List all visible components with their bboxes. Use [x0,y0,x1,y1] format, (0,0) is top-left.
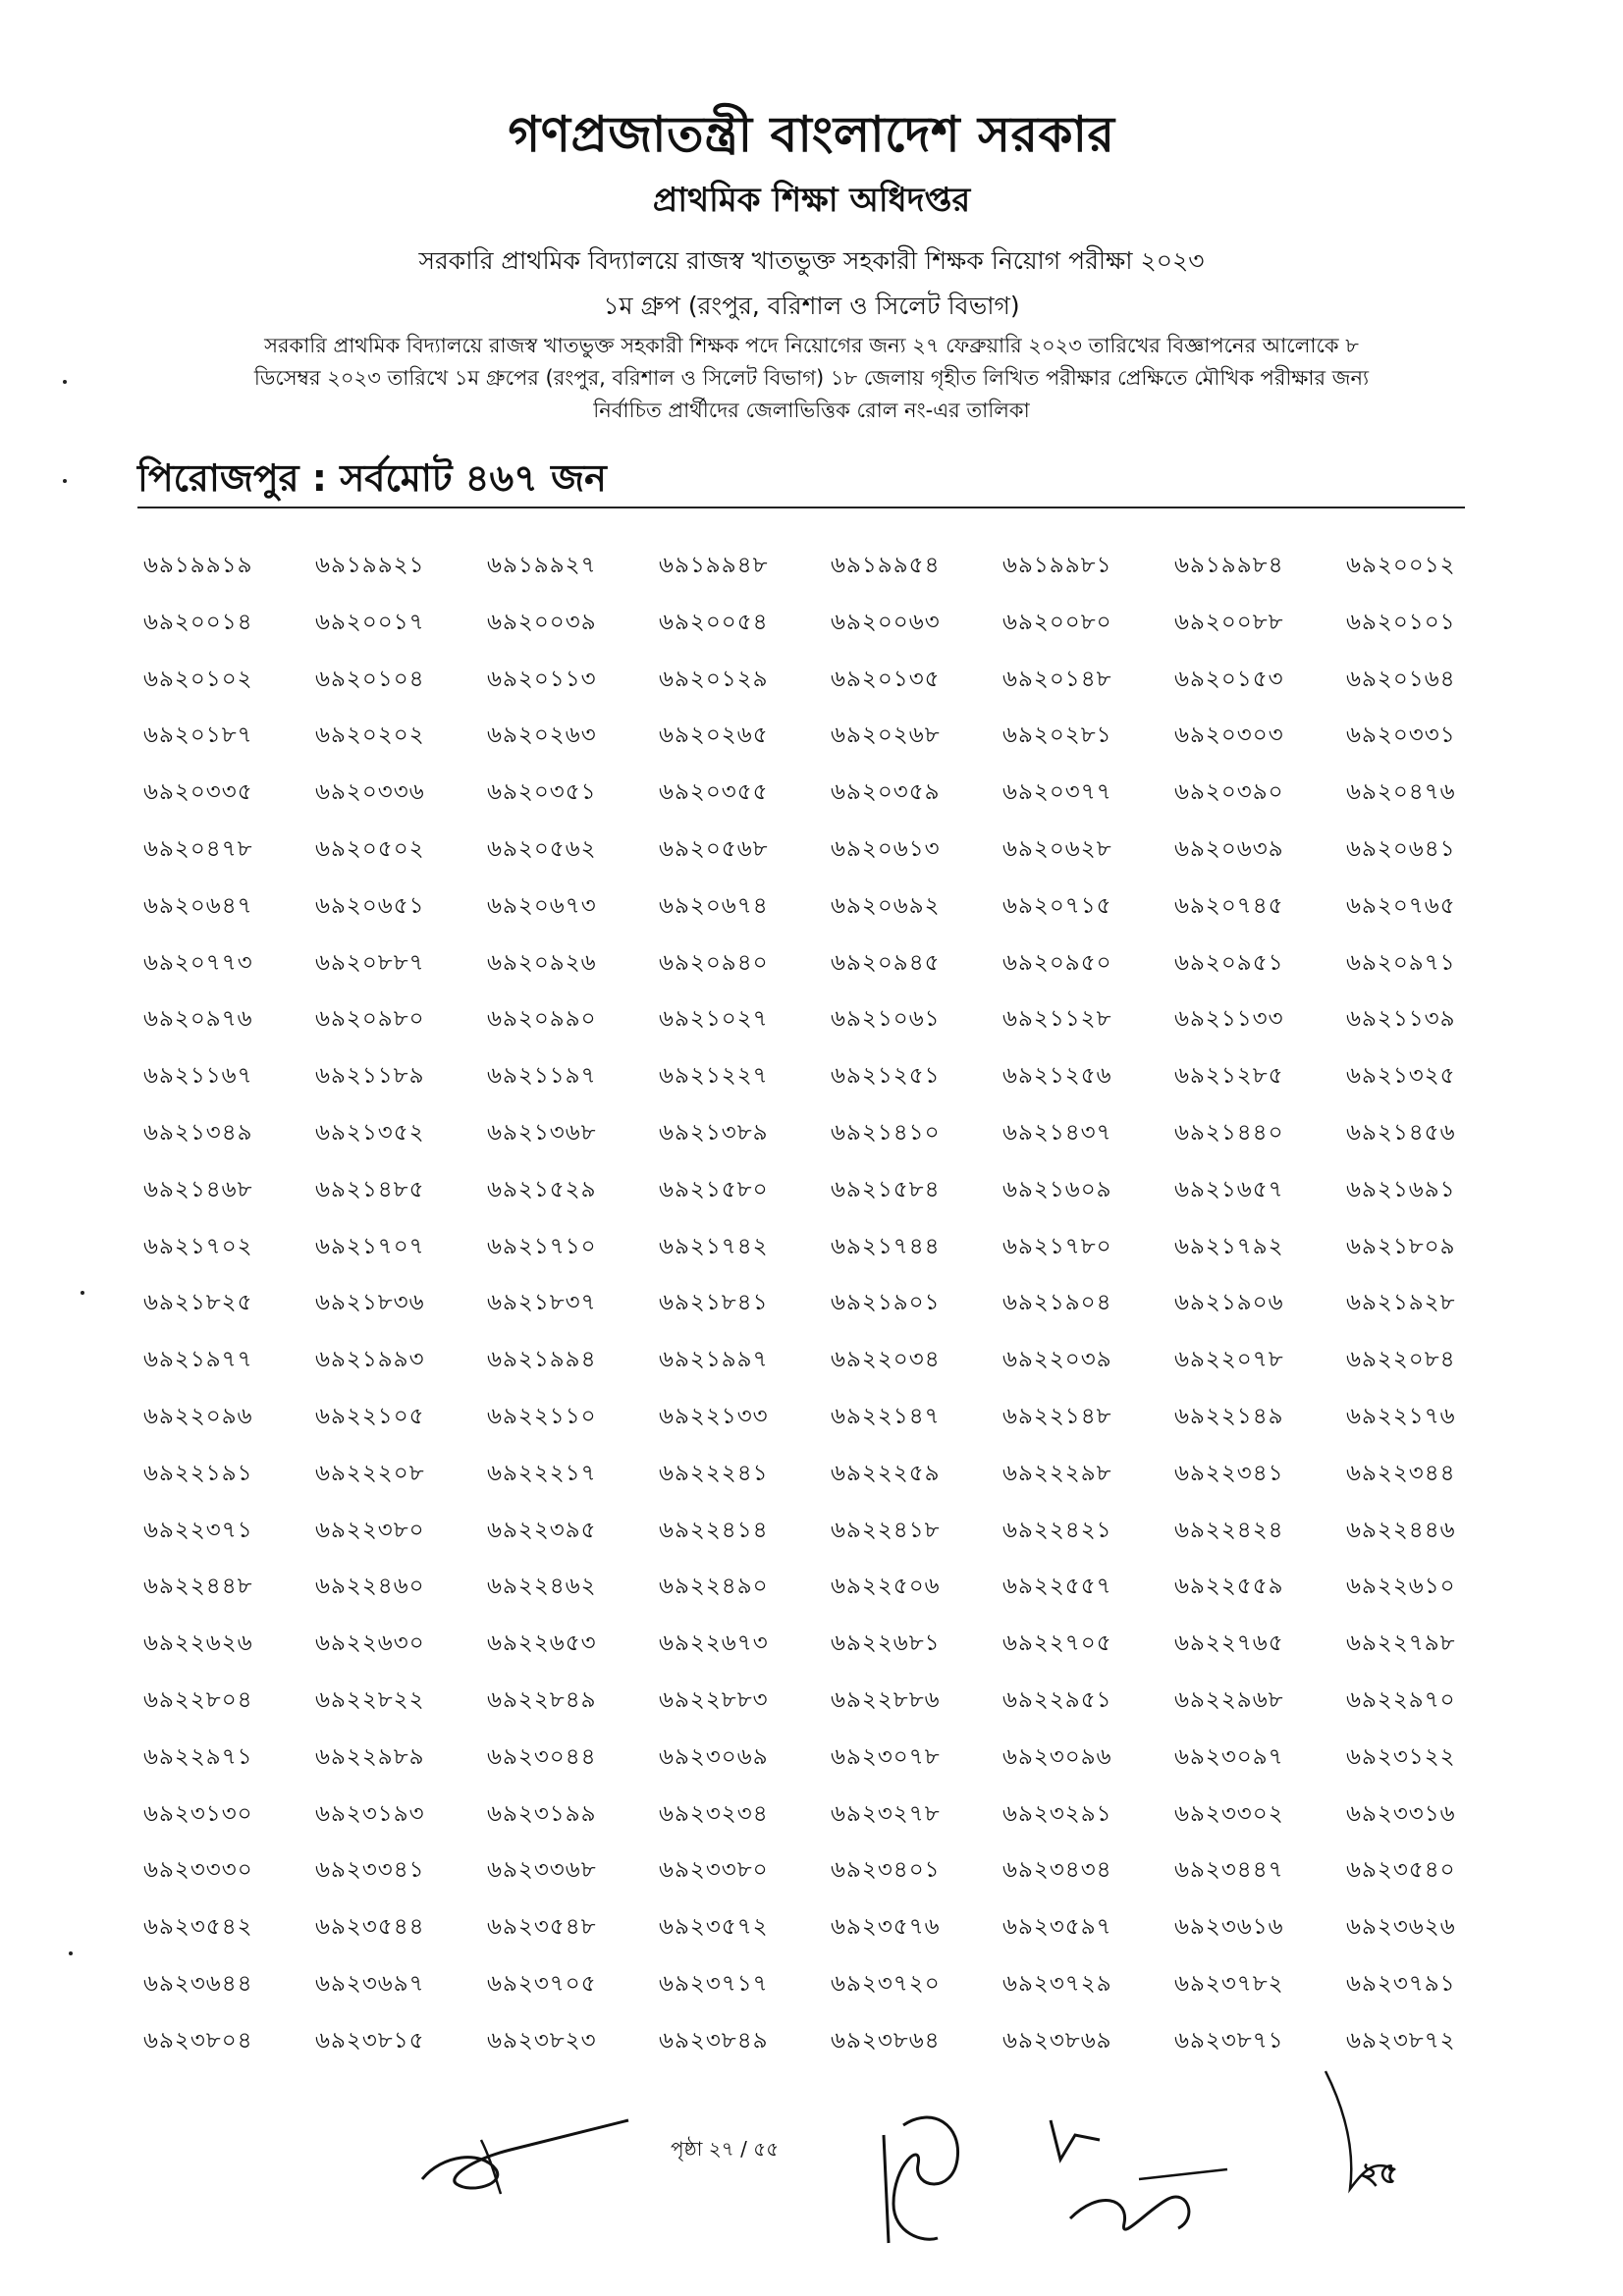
roll-number: ৬৯২১৫৮০ [659,1176,769,1202]
roll-number: ৬৯২২৮০৪ [143,1686,253,1713]
roll-number: ৬৯২২৭৯৮ [1346,1630,1456,1657]
table-row [143,1397,1518,1454]
roll-number: ৬৯২১৭০২ [143,1233,253,1259]
roll-number: ৬৯২১১৬৭ [143,1063,253,1090]
roll-number: ৬৯২১১৩৩ [1174,1006,1284,1033]
heading-divider [137,507,1465,508]
roll-number: ৬৯২৩২৭৮ [831,1800,941,1827]
roll-number: ৬৯২১১৩৯ [1346,1006,1456,1033]
roll-number: ৬৯২৩৭০৫ [487,1970,597,1997]
roll-number: ৬৯২২৬৫৩ [487,1630,597,1657]
roll-number: ৬৯২০১০২ [143,666,253,692]
roll-number: ৬৯২৩৭৮২ [1174,1970,1284,1997]
roll-number: ৬৯২১২৮৫ [1174,1063,1284,1090]
roll-number: ৬৯২০৪৭৬ [1346,779,1456,806]
roll-number: ৬৯২০০৬৩ [831,609,941,635]
roll-number: ৬৯২৩১৯৯ [487,1800,597,1827]
roll-number: ৬৯২২৯৮৯ [315,1743,425,1770]
roll-number: ৬৯২০৫০২ [315,835,425,862]
roll-number: ৬৯২২১৭৬ [1346,1403,1456,1429]
table-row [143,1056,1518,1113]
roll-number: ৬৯২০০৩৯ [487,609,597,635]
roll-number: ৬৯২১৯৯৭ [659,1347,769,1373]
roll-number: ৬৯২২২৪১ [659,1460,769,1486]
margin-mark [81,1291,84,1295]
roll-number: ৬৯২২৯৭১ [143,1743,253,1770]
roll-number: ৬৯২৩৩০২ [1174,1800,1284,1827]
roll-number: ৬৯২১৯৯৩ [315,1347,425,1373]
roll-number: ৬৯২২৬২৬ [143,1630,253,1657]
roll-number: ৬৯২২১৪৭ [831,1403,941,1429]
roll-number: ৬৯২১৭৮০ [1002,1233,1112,1259]
margin-mark [63,380,67,384]
roll-number: ৬৯২২৭৬৫ [1174,1630,1284,1657]
roll-number: ৬৯২২০৯৬ [143,1403,253,1429]
roll-number: ৬৯২০১১৩ [487,666,597,692]
roll-number: ৬৯২২৪৪৬ [1346,1517,1456,1543]
roll-number: ৬৯২১৬৫৭ [1174,1176,1284,1202]
roll-number: ৬৯২০৭৪৫ [1174,892,1284,919]
table-row [143,773,1518,829]
roll-number: ৬৯২১২৫৬ [1002,1063,1112,1090]
roll-number: ৬৯২১৭৯২ [1174,1233,1284,1259]
roll-number: ৬৯২১৯২৮ [1346,1290,1456,1316]
roll-number: ৬৯২২০৩৪ [831,1347,941,1373]
roll-number: ৬৯২৩৬৯৭ [315,1970,425,1997]
roll-number: ৬৯২৩৫৪৮ [487,1914,597,1941]
roll-number: ৬৯২২১৩৩ [659,1403,769,1429]
roll-number: ৬৯২৩৪৪৭ [1174,1857,1284,1884]
roll-number: ৬৯২০৯৪৫ [831,949,941,976]
roll-number: ৬৯২১৯৯৪ [487,1347,597,1373]
roll-number: ৬৯২০১৬৪ [1346,666,1456,692]
roll-number: ৬৯২০৫৬৮ [659,835,769,862]
table-row [143,1907,1518,1964]
roll-number: ৬৯২০৯৭৬ [143,1006,253,1033]
roll-number: ৬৯২৩৮৬৯ [1002,2027,1112,2054]
roll-number: ৬৯২৩১৯৩ [315,1800,425,1827]
roll-number: ৬৯২০৬৫১ [315,892,425,919]
roll-number: ৬৯২০২৬৩ [487,722,597,749]
roll-number: ৬৯২০১৫৩ [1174,666,1284,692]
roll-number: ৬৯২৩৫৭২ [659,1914,769,1941]
table-row [143,1794,1518,1851]
table-row [143,1340,1518,1397]
roll-number: ৬৯২০৩৯০ [1174,779,1284,806]
roll-number: ৬৯২২২৯৮ [1002,1460,1112,1486]
table-row [143,1454,1518,1511]
roll-number: ৬৯২০৯৯০ [487,1006,597,1033]
roll-number: ৬৯২০৮৮৭ [315,949,425,976]
roll-number: ৬৯২২১৯১ [143,1460,253,1486]
roll-number: ৬৯২০০৫৪ [659,609,769,635]
roll-number: ৬৯২৩৪০১ [831,1857,941,1884]
department-title: প্রাথমিক শিক্ষা অধিদপ্তর [652,181,971,220]
roll-number: ৬৯২০১৮৭ [143,722,253,749]
roll-number: ৬৯২৩১২২ [1346,1743,1456,1770]
roll-number: ৬৯২২৪৪৮ [143,1574,253,1600]
roll-number: ৬৯২৩০৭৮ [831,1743,941,1770]
roll-number: ৬৯২০৩৫৫ [659,779,769,806]
table-row [143,1850,1518,1907]
margin-mark [69,1951,73,1955]
roll-number-table [143,546,1518,2078]
roll-number: ৬৯২২৯৫১ [1002,1686,1112,1713]
roll-number: ৬৯২২৫৫৯ [1174,1574,1284,1600]
roll-number: ৬৯২৩৫৪২ [143,1914,253,1941]
roll-number: ৬৯২২১৪৯ [1174,1403,1284,1429]
roll-number: ৬৯১৯৯৮১ [1002,553,1112,578]
roll-number: ৬৯২৩২৩৪ [659,1800,769,1827]
roll-number: ৬৯২২৪২১ [1002,1517,1112,1543]
roll-number: ৬৯২০৯২৬ [487,949,597,976]
roll-number: ৬৯২২৯৭০ [1346,1686,1456,1713]
roll-number: ৬৯২০৩৩১ [1346,722,1456,749]
roll-number: ৬৯২০৪৭৮ [143,835,253,862]
roll-number: ৬৯২১৮০৯ [1346,1233,1456,1259]
roll-number: ৬৯২০৬৪৭ [143,892,253,919]
roll-number: ৬৯১৯৯৫৪ [831,553,941,578]
roll-number: ৬৯২৩৮০৪ [143,2027,253,2054]
roll-number: ৬৯২১৩৪৯ [143,1119,253,1146]
roll-number: ৬৯২১৫২৯ [487,1176,597,1202]
roll-number: ৬৯২০১২৯ [659,666,769,692]
roll-number: ৬৯১৯৯৮৪ [1174,553,1284,578]
roll-number: ৬৯২২৮৮৩ [659,1686,769,1713]
roll-number: ৬৯২২১০৫ [315,1403,425,1429]
roll-number: ৬৯২১৩৮৯ [659,1119,769,1146]
table-row [143,546,1518,603]
roll-number: ৬৯২১৩২৫ [1346,1063,1456,1090]
roll-number: ৬৯২১৩৬৮ [487,1119,597,1146]
roll-number: ৬৯২০৬৩৯ [1174,835,1284,862]
roll-number: ৬৯২০৯৫০ [1002,949,1112,976]
roll-number: ৬৯২৩৩৩০ [143,1857,253,1884]
roll-number: ৬৯২২৪৬২ [487,1574,597,1600]
roll-number: ৬৯২১৯০৬ [1174,1290,1284,1316]
roll-number: ৬৯২০১৩৫ [831,666,941,692]
roll-number: ৬৯২১৪৮৫ [315,1176,425,1202]
roll-number: ৬৯২২৮২২ [315,1686,425,1713]
roll-number: ৬৯২২২১৭ [487,1460,597,1486]
roll-number: ৬৯২৩৪৩৪ [1002,1857,1112,1884]
roll-number: ৬৯২৩০৯৬ [1002,1743,1112,1770]
roll-number: ৬৯২২৩৪১ [1174,1460,1284,1486]
roll-number: ৬৯২৩৩৬৮ [487,1857,597,1884]
roll-number: ৬৯২০০১৪ [143,609,253,635]
roll-number: ৬৯২২৪৬০ [315,1574,425,1600]
table-row [143,716,1518,773]
roll-number: ৬৯২২৬৩০ [315,1630,425,1657]
roll-number: ৬৯২০৯৭১ [1346,949,1456,976]
roll-number: ৬৯২২৩৭১ [143,1517,253,1543]
roll-number: ৬৯২১২৫১ [831,1063,941,1090]
roll-number: ৬৯২১৩৫২ [315,1119,425,1146]
roll-number: ৬৯২৩৬১৬ [1174,1914,1284,1941]
roll-number: ৬৯২০২৬৫ [659,722,769,749]
roll-number: ৬৯২৩৭২০ [831,1970,941,1997]
roll-number: ৬৯২০৯৪০ [659,949,769,976]
table-row [143,829,1518,886]
roll-number: ৬৯২২৩৪৪ [1346,1460,1456,1486]
roll-number: ৬৯২১৭১০ [487,1233,597,1259]
signature-mark: ২৫ [1360,2157,1398,2191]
roll-number: ৬৯২২৯৬৮ [1174,1686,1284,1713]
table-row [143,999,1518,1056]
roll-number: ৬৯২০১৪৮ [1002,666,1112,692]
roll-number: ৬৯২১৮৪১ [659,1290,769,1316]
roll-number: ৬৯২১০৬১ [831,1006,941,1033]
roll-number: ৬৯২০২৮১ [1002,722,1112,749]
roll-number: ৬৯২১০২৭ [659,1006,769,1033]
roll-number: ৬৯২০৬৯২ [831,892,941,919]
roll-number: ৬৯২৩২৯১ [1002,1800,1112,1827]
roll-number: ৬৯২৩৭১৭ [659,1970,769,1997]
table-row [143,603,1518,660]
table-row [143,1964,1518,2021]
roll-number: ৬৯২৩০৪৪ [487,1743,597,1770]
roll-number: ৬৯২৩০৯৭ [1174,1743,1284,1770]
roll-number: ৬৯২১৯৭৭ [143,1347,253,1373]
notice-line-1: সরকারি প্রাথমিক বিদ্যালয়ে রাজস্ব খাতভুক্ত সহকারী শিক্ষক পদে নিয়োগের জন্য ২৭ ফেব্রুয়ারি ২০২৩ তারিখের বিজ্ঞাপনের আলোকে ৮ [264,334,1359,357]
table-row [143,1283,1518,1340]
roll-number: ৬৯২৩৮২৩ [487,2027,597,2054]
roll-number: ৬৯২০৩৫১ [487,779,597,806]
table-row [143,1681,1518,1737]
table-row [143,1567,1518,1624]
roll-number: ৬৯২১৯০১ [831,1290,941,1316]
roll-number: ৬৯২১৭৪২ [659,1233,769,1259]
roll-number: ৬৯২৩৮৭১ [1174,2027,1284,2054]
roll-number: ৬৯২০৭৭৩ [143,949,253,976]
roll-number: ৬৯২১১২৮ [1002,1006,1112,1033]
table-row [143,886,1518,943]
roll-number: ৬৯২২২০৮ [315,1460,425,1486]
roll-number: ৬৯২১৪৬৮ [143,1176,253,1202]
roll-number: ৬৯২২৪৯০ [659,1574,769,1600]
page-number: পৃষ্ঠা ২৭ / ৫৫ [671,2137,780,2161]
roll-number: ৬৯২০৬৭৪ [659,892,769,919]
exam-title: সরকারি প্রাথমিক বিদ্যালয়ে রাজস্ব খাতভুক্ত সহকারী শিক্ষক নিয়োগ পরীক্ষা ২০২৩ [418,246,1205,275]
roll-number: ৬৯২২৮৮৬ [831,1686,941,1713]
roll-number: ৬৯২৩৮৪৯ [659,2027,769,2054]
roll-number: ৬৯২২৩৮০ [315,1517,425,1543]
roll-number: ৬৯২২১১০ [487,1403,597,1429]
roll-number: ৬৯২০৭৬৫ [1346,892,1456,919]
roll-number: ৬৯২৩৬২৬ [1346,1914,1456,1941]
roll-number: ৬৯২১৬০৯ [1002,1176,1112,1202]
table-row [143,1511,1518,1568]
government-title: গণপ্রজাতন্ত্রী বাংলাদেশ সরকার [508,106,1115,163]
roll-number: ৬৯২৩৫৭৬ [831,1914,941,1941]
roll-number: ৬৯২০৬৭৩ [487,892,597,919]
roll-number: ৬৯২৩৩১৬ [1346,1800,1456,1827]
table-row [143,1227,1518,1284]
roll-number: ৬৯২৩৮১৫ [315,2027,425,2054]
roll-number: ৬৯২১১৮৯ [315,1063,425,1090]
roll-number: ৬৯২০০১৭ [315,609,425,635]
roll-number: ৬৯২১১৯৭ [487,1063,597,1090]
roll-number: ৬৯২২৬৮১ [831,1630,941,1657]
roll-number: ৬৯১৯৯২১ [315,553,425,578]
roll-number: ৬৯২৩৭৯১ [1346,1970,1456,1997]
roll-number: ৬৯২৩১৩০ [143,1800,253,1827]
roll-number: ৬৯২৩৫৯৭ [1002,1914,1112,1941]
roll-number: ৬৯২০৯৮০ [315,1006,425,1033]
roll-number: ৬৯২১৫৮৪ [831,1176,941,1202]
roll-number: ৬৯২১৪৪০ [1174,1119,1284,1146]
roll-number: ৬৯২২৫৫৭ [1002,1574,1112,1600]
roll-number: ৬৯২৩৬৪৪ [143,1970,253,1997]
roll-number: ৬৯২২০৮৪ [1346,1347,1456,1373]
roll-number: ৬৯২০১০১ [1346,609,1456,635]
table-row [143,943,1518,1000]
roll-number: ৬৯২৩৩৮০ [659,1857,769,1884]
roll-number: ৬৯২০৩০৩ [1174,722,1284,749]
roll-number: ৬৯২২০৩৯ [1002,1347,1112,1373]
roll-number: ৬৯১৯৯৪৮ [659,553,769,578]
roll-number: ৬৯২০৩৩৫ [143,779,253,806]
roll-number: ৬৯২২৪২৪ [1174,1517,1284,1543]
roll-number: ৬৯২৩৮৬৪ [831,2027,941,2054]
roll-number: ৬৯২১৮২৫ [143,1290,253,1316]
roll-number: ৬৯২০৩৭৭ [1002,779,1112,806]
roll-number: ৬৯২০৩৩৬ [315,779,425,806]
roll-number: ৬৯২২৬১০ [1346,1574,1456,1600]
table-row [143,660,1518,717]
roll-number: ৬৯১৯৯২৭ [487,553,597,578]
roll-number: ৬৯২৩৫৪০ [1346,1857,1456,1884]
roll-number: ৬৯২৩৮৭২ [1346,2027,1456,2054]
roll-number: ৬৯২২৮৪৯ [487,1686,597,1713]
roll-number: ৬৯২১৭৪৪ [831,1233,941,1259]
table-row [143,1737,1518,1794]
roll-number: ৬৯১৯৯১৯ [143,553,253,578]
roll-number: ৬৯২১৪১০ [831,1119,941,1146]
roll-number: ৬৯২০২০২ [315,722,425,749]
roll-number: ৬৯২০৯৫১ [1174,949,1284,976]
roll-number: ৬৯২২৭০৫ [1002,1630,1112,1657]
roll-number: ৬৯২২৪১৮ [831,1517,941,1543]
signature-2 [864,2106,992,2253]
roll-number: ৬৯২৩০৬৯ [659,1743,769,1770]
signature-1 [403,2101,638,2209]
notice-text [147,330,1476,427]
roll-number: ৬৯২১৭০৭ [315,1233,425,1259]
roll-number: ৬৯২০৭১৫ [1002,892,1112,919]
roll-number: ৬৯২২০৭৮ [1174,1347,1284,1373]
roll-number: ৬৯২০৬২৮ [1002,835,1112,862]
roll-number: ৬৯২২৬৭৩ [659,1630,769,1657]
notice-line-3: নির্বাচিত প্রার্থীদের জেলাভিত্তিক রোল নং-এর তালিকা [593,399,1030,422]
roll-number: ৬৯২১৯০৪ [1002,1290,1112,1316]
roll-number: ৬৯২২৫০৬ [831,1574,941,1600]
notice-line-2: ডিসেম্বর ২০২৩ তারিখে ১ম গ্রুপের (রংপুর, বরিশাল ও সিলেট বিভাগ) ১৮ জেলায় গৃহীত লিখিত পরীক্ষার প্রেক্ষিতে মৌখিক পরীক্ষার জন্য [253,366,1370,390]
roll-number: ৬৯২১৪৫৬ [1346,1119,1456,1146]
roll-number: ৬৯২০০৮০ [1002,609,1112,635]
roll-number: ৬৯২৩৫৪৪ [315,1914,425,1941]
roll-number: ৬৯২৩৭২৯ [1002,1970,1112,1997]
roll-number: ৬৯২১২২৭ [659,1063,769,1090]
roll-number: ৬৯২০২৬৮ [831,722,941,749]
roll-number: ৬৯২০৬১৩ [831,835,941,862]
roll-number: ৬৯২২১৪৮ [1002,1403,1112,1429]
roll-number: ৬৯২২২৫৯ [831,1460,941,1486]
roll-number: ৬৯২২৩৯৫ [487,1517,597,1543]
roll-number: ৬৯২১৪৩৭ [1002,1119,1112,1146]
roll-number: ৬৯২০৫৬২ [487,835,597,862]
roll-number: ৬৯২০৬৪১ [1346,835,1456,862]
roll-number: ৬৯২১৮৩৬ [315,1290,425,1316]
table-row [143,1170,1518,1227]
roll-number: ৬৯২০০৮৮ [1174,609,1284,635]
roll-number: ৬৯২০১০৪ [315,666,425,692]
roll-number: ৬৯২১৬৯১ [1346,1176,1456,1202]
group-title: ১ম গ্রুপ (রংপুর, বরিশাল ও সিলেট বিভাগ) [603,292,1020,320]
table-row [143,1624,1518,1681]
roll-number: ৬৯২০০১২ [1346,553,1456,578]
roll-number: ৬৯২১৮৩৭ [487,1290,597,1316]
signature-3 [1031,2101,1257,2248]
district-heading: পিরোজপুর : সর্বমোট ৪৬৭ জন [137,456,607,500]
roll-number: ৬৯২২৪১৪ [659,1517,769,1543]
roll-number: ৬৯২৩৩৪১ [315,1857,425,1884]
roll-number: ৬৯২০৩৫৯ [831,779,941,806]
margin-mark [63,479,67,483]
table-row [143,1113,1518,1170]
